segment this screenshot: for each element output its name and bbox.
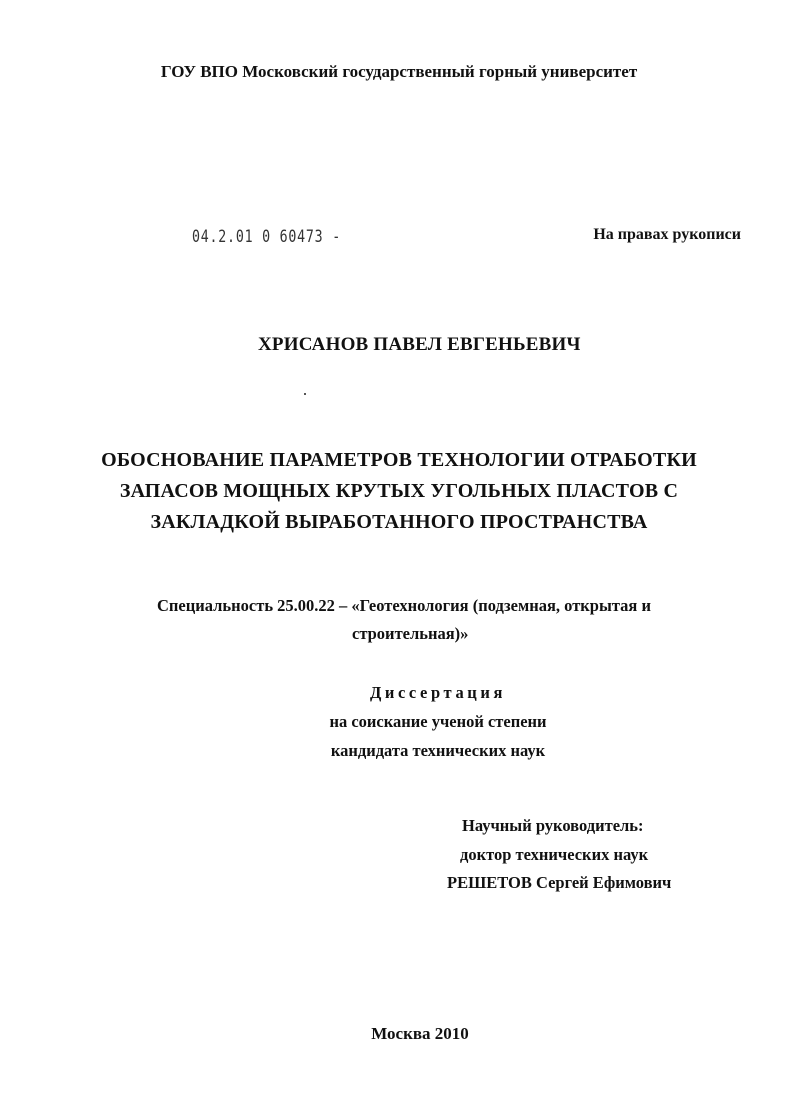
dissertation-type: Диссертация: [369, 683, 507, 702]
scan-speck: [304, 393, 306, 395]
title-line: ЗАКЛАДКОЙ ВЫРАБОТАННОГО ПРОСТРАНСТВА: [150, 511, 648, 533]
manuscript-note: На правах рукописи: [593, 226, 741, 243]
supervisor-role: Научный руководитель:: [462, 816, 644, 835]
author-name: ХРИСАНОВ ПАВЕЛ ЕВГЕНЬЕВИЧ: [258, 334, 581, 355]
supervisor-name: РЕШЕТОВ Сергей Ефимович: [447, 873, 672, 892]
specialty-line-1: Специальность 25.00.22 – «Геотехнология (подземная, открытая и: [157, 596, 651, 615]
title-line: ОБОСНОВАНИЕ ПАРАМЕТРОВ ТЕХНОЛОГИИ ОТРАБОТКИ: [101, 449, 697, 471]
dissertation-info: [0, 678, 798, 765]
city-year: [0, 1024, 798, 1044]
registration-number: 04.2.01 0 60473 -: [192, 227, 341, 247]
city-year-text: Москва 2010: [371, 1024, 469, 1043]
specialty-line-2: строительная)»: [352, 624, 469, 643]
supervisor-degree: доктор технических наук: [460, 844, 649, 864]
degree-purpose: на соискание ученой степени: [329, 712, 547, 731]
university-name: ГОУ ВПО Московский государственный горный университет: [160, 62, 638, 81]
degree-name: кандидата технических наук: [330, 741, 546, 760]
dissertation-title: [0, 445, 798, 538]
supervisor-block: [442, 812, 672, 898]
title-line: ЗАПАСОВ МОЩНЫХ КРУТЫХ УГОЛЬНЫХ ПЛАСТОВ С: [119, 480, 679, 502]
